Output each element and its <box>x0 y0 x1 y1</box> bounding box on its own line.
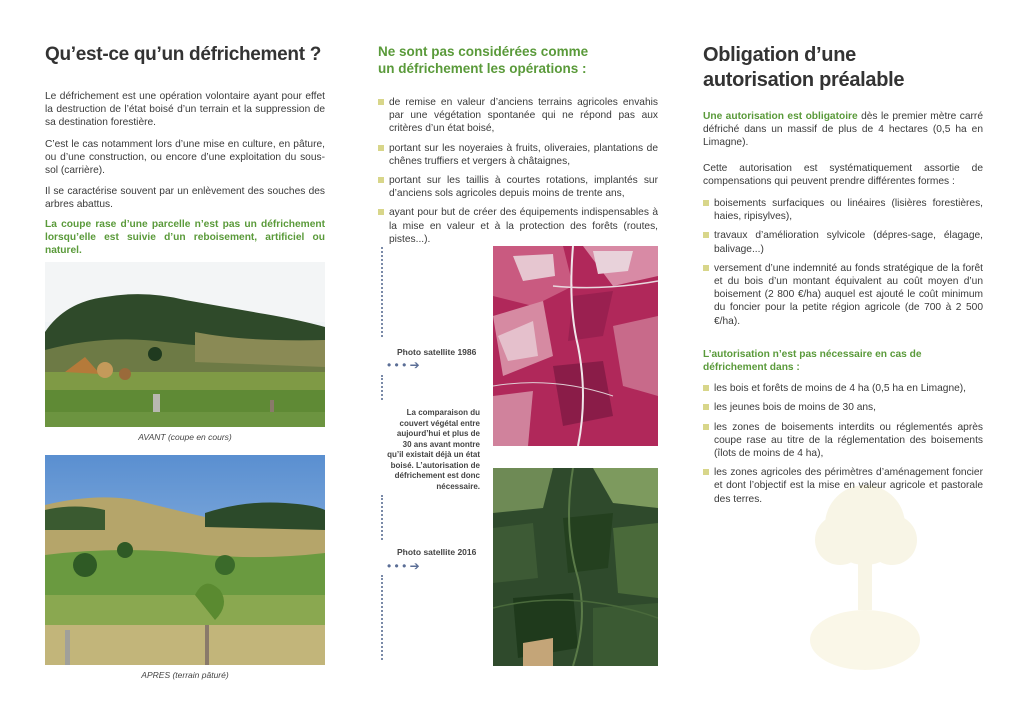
photo-after <box>45 455 325 665</box>
authorization-paragraph-2: Cette autorisation est systématiquement assortie de compensations qui peuvent prendre différentes formes : <box>703 162 983 187</box>
bullet-square-icon <box>703 404 709 410</box>
satellite-photo-1986 <box>493 246 658 446</box>
definition-paragraph-2: C’est le cas notamment lors d’une mise en culture, en pâture, ou d’une construction, ou encore d’une exploitation du sous-sol (carrière). <box>45 138 325 177</box>
dotted-connector <box>381 247 385 337</box>
list-item: les bois et forêts de moins de 4 ha (0,5 ha en Limagne), <box>703 382 983 395</box>
exemption-subtitle: L’autorisation n’est pas nécessaire en cas de défrichement dans : <box>703 348 922 374</box>
caption-after: APRES (terrain pâturé) <box>141 670 229 680</box>
bullet-square-icon <box>378 209 384 215</box>
arrow-right-icon: • • • ➔ <box>387 358 420 372</box>
watermark-tree-icon <box>800 480 930 680</box>
authorization-intro-emphasis: Une autorisation est obligatoire <box>703 111 858 122</box>
arrow-right-icon: • • • ➔ <box>387 559 420 573</box>
list-item: les zones agricoles des périmètres d’aménagement foncier et dont l’objectif est la mise en valeur agricole et pastorale des terres. <box>703 466 983 506</box>
bullet-square-icon <box>378 99 384 105</box>
list-item: de remise en valeur d’anciens terrains agricoles envahis par une végétation spontanée qui ne répond pas aux critères d’un état boisé, <box>378 96 658 136</box>
caption-before: AVANT (coupe en cours) <box>138 432 232 442</box>
bullet-square-icon <box>703 200 709 206</box>
exceptions-list <box>378 96 658 252</box>
list-item: boisements surfaciques ou linéaires (lisières forestières, haies, ripisylves), <box>703 197 983 223</box>
bullet-square-icon <box>703 424 709 430</box>
definition-paragraph-1: Le défrichement est une opération volontaire ayant pour effet la destruction de l’état boisé d’un terrain et la suppression de sa destination forestière. <box>45 91 325 129</box>
bullet-square-icon <box>703 232 709 238</box>
list-item: portant sur les taillis à courtes rotations, implantés sur d’anciens sols agricoles depuis moins de trente ans, <box>378 174 658 200</box>
bullet-square-icon <box>378 177 384 183</box>
authorization-intro-text: dès le premier mètre carré défriché dans un massif de plus de 4 hectares (0,5 ha en Limagne). <box>703 111 983 149</box>
compensation-list <box>703 197 983 328</box>
list-item: travaux d’amélioration sylvicole (dépres-sage, élagage, balivage...) <box>703 229 983 255</box>
definition-paragraph-3: Il se caractérise souvent par un enlèvement des souches des arbres abattus. <box>45 186 325 211</box>
list-item: versement d’une indemnité au fonds stratégique de la forêt et du bois d’un montant équivalent au coût moyen d’un boisement (2 800 €/ha) auquel est ajouté le coût minimum du foncier pour la petite région agricole (de 700 à 2 500 €/ha). <box>703 262 983 328</box>
photo-1986-label: Photo satellite 1986 <box>397 347 477 357</box>
exceptions-title: Ne sont pas considérées comme un défrichement les opérations : <box>378 44 589 76</box>
authorization-title-line2: autorisation préalable <box>703 69 905 91</box>
definition-title: Qu’est-ce qu’un défrichement ? <box>45 44 322 65</box>
list-item: les jeunes bois de moins de 30 ans, <box>703 401 983 414</box>
bullet-square-icon <box>703 265 709 271</box>
dotted-connector <box>381 375 385 400</box>
photo-2016-label: Photo satellite 2016 <box>397 547 477 557</box>
bullet-square-icon <box>378 145 384 151</box>
authorization-title <box>703 43 983 93</box>
dotted-connector <box>381 495 385 540</box>
comparison-text: La comparaison du couvert végétal entre aujourd’hui et plus de 30 ans avant montre qu’il existait déjà un état boisé. L’autorisation de défrichement est donc nécessaire. <box>387 408 480 491</box>
list-item: portant sur les noyeraies à fruits, oliveraies, plantations de chênes truffiers et vergers à châtaignes, <box>378 142 658 168</box>
dotted-connector <box>381 575 385 660</box>
bullet-square-icon <box>703 469 709 475</box>
photo-before <box>45 262 325 427</box>
list-item: ayant pour but de créer des équipements indispensables à la mise en valeur et à la protection des forêts (routes, pistes...). <box>378 206 658 246</box>
authorization-intro <box>703 110 983 150</box>
list-item: les zones de boisements interdits ou réglementés après coupe rase au titre de la réglementation des boisements (îlots de moins de 4 ha), <box>703 421 983 461</box>
authorization-title-line1: Obligation d’une <box>703 44 856 66</box>
satellite-photo-2016 <box>493 468 658 666</box>
definition-highlight: La coupe rase d’une parcelle n’est pas un défrichement lorsqu’elle est suivie d’un reboisement, artificiel ou naturel. <box>45 218 325 257</box>
bullet-square-icon <box>703 385 709 391</box>
